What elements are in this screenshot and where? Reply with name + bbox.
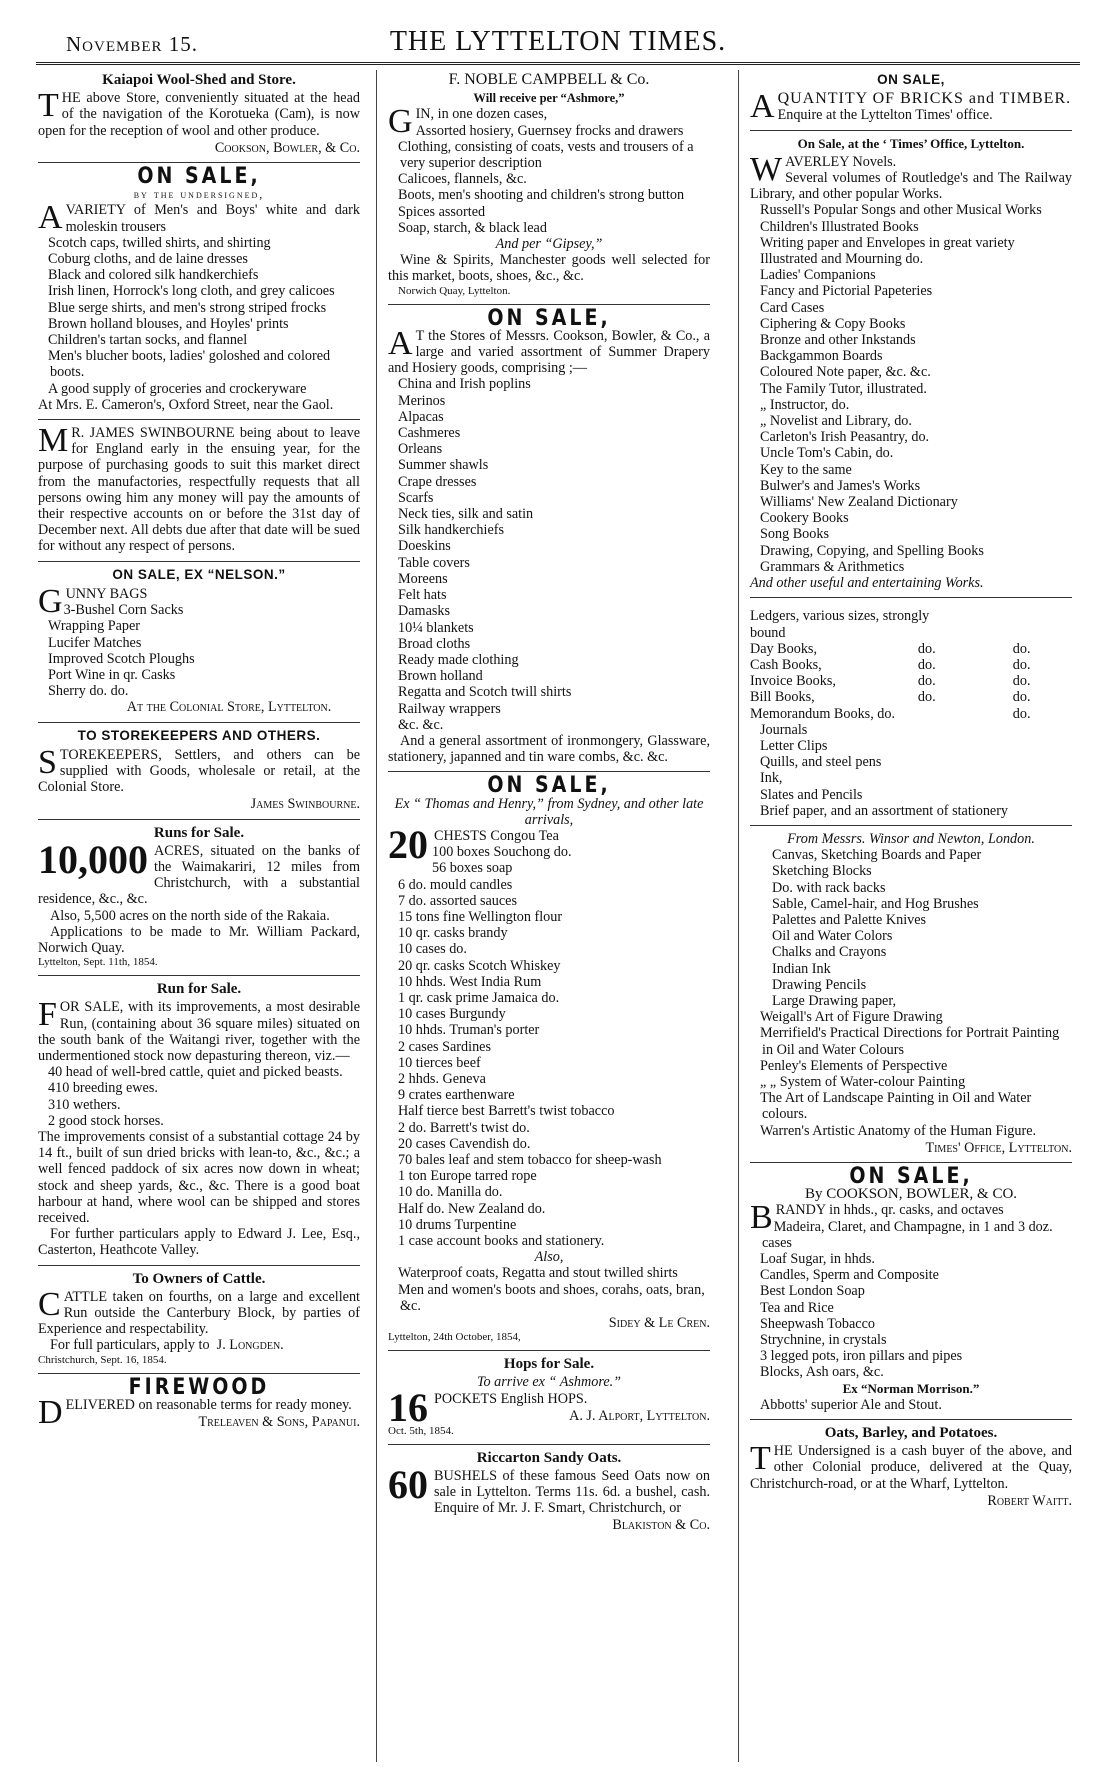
list-item: Men and women's boots and shoes, corahs, oats, bran, &c. (398, 1281, 705, 1314)
table-cell (1030, 608, 1072, 640)
list-item: „ Instructor, do. (760, 396, 850, 413)
ad-number: 20 (388, 821, 428, 867)
list-item: Strychnine, in crystals (760, 1332, 887, 1349)
item-list (750, 202, 1072, 575)
rule (38, 819, 360, 820)
table-row (750, 641, 1072, 657)
list-item: Ink, (760, 770, 783, 787)
list-item: Canvas, Sketching Boards and Paper (772, 847, 982, 864)
list-item: Alpacas (398, 408, 444, 425)
list-item: Backgammon Boards (760, 348, 883, 365)
list-item: 2 do. Barrett's twist do. (398, 1119, 530, 1136)
ad-heading: ON SALE, (487, 772, 611, 798)
ad-heading: ON SALE, (487, 304, 611, 331)
item-list (38, 1064, 360, 1129)
ad-body: T the Stores of Messrs. Cookson, Bowler, & Co., a large and varied assortment of Summer Drapery and Hosiery goods, comprising ;— (388, 327, 710, 377)
list-item: Wrapping Paper (48, 618, 141, 635)
list-item: 7 do. assorted sauces (398, 892, 517, 909)
rule (38, 419, 360, 420)
table-row (750, 706, 1072, 722)
drop-cap: A (750, 88, 775, 126)
list-item: Russell's Popular Songs and other Musical Works (760, 202, 1042, 219)
list-item: Slates and Pencils (760, 786, 863, 803)
list-item: Port Wine in qr. Casks (48, 666, 176, 683)
list-item: Boots, men's shooting and children's strong button (398, 187, 685, 204)
list-item: Broad cloths (398, 635, 471, 652)
list-item: 10 qr. casks brandy (398, 925, 508, 942)
list-item: 410 breeding ewes. (48, 1080, 158, 1097)
table-cell: do. (917, 656, 936, 673)
ad-heading: ON SALE, (849, 1163, 973, 1189)
ad-date: Lyttelton, 24th October, 1854, (388, 1331, 521, 1344)
list-item: 310 wethers. (48, 1096, 121, 1113)
list-item: Sketching Blocks (772, 863, 872, 880)
ad-on-sale-trousers (38, 163, 360, 413)
ad-heading: From Messrs. Winsor and Newton, London. (787, 830, 1035, 847)
ad-heading: Runs for Sale. (153, 824, 245, 841)
ad-heading: ON SALE, (877, 72, 945, 87)
item-list (750, 722, 1072, 819)
ad-body: Several volumes of Routledge's and The Railway Library, and other popular Works. (750, 170, 1072, 203)
list-item: 10 hhds. West India Rum (398, 973, 542, 990)
list-item: 10 hhds. Truman's porter (398, 1022, 540, 1039)
ad-heading: Oats, Barley, and Potatoes. (824, 1425, 998, 1442)
list-item: 10¼ blankets (398, 619, 474, 636)
ad-firewood (38, 1373, 360, 1431)
ad-storekeepers (38, 728, 360, 813)
ad-body: For further particulars apply to Edward J. Lee, Esq., Casterton, Heathcote Valley. (38, 1226, 360, 1259)
ad-owners-of-cattle (38, 1271, 360, 1367)
list-item: Brown holland (398, 668, 483, 685)
item-table (750, 608, 1072, 721)
item-list (750, 847, 1072, 1009)
list-item: Fancy and Pictorial Papeteries (760, 283, 933, 300)
item-list (388, 844, 710, 1249)
ad-signature: Sidey & Le Cren. (608, 1315, 710, 1332)
table-cell: Ledgers, various sizes, strongly bound (750, 608, 930, 641)
list-item: Ladies' Companions (760, 267, 876, 284)
ad-subheading: To arrive ex “ Ashmore.” (476, 1374, 622, 1391)
table-cell: do. (1012, 673, 1031, 690)
list-item: Scotch caps, twilled shirts, and shirting (48, 234, 271, 251)
list-item: Black and colored silk handkerchiefs (48, 267, 259, 284)
list-item: Loaf Sugar, in hhds. (760, 1251, 875, 1268)
list-item: Coloured Note paper, &c. &c. (760, 364, 931, 381)
ad-heading: Hops for Sale. (503, 1356, 595, 1373)
list-item: Williams' New Zealand Dictionary (760, 494, 958, 511)
ad-heading: ON SALE, (137, 163, 261, 189)
drop-cap: S (38, 743, 57, 781)
list-item: Ciphering & Copy Books (760, 315, 906, 332)
list-item: Children's Illustrated Books (760, 218, 919, 235)
ad-body: Enquire at the Lyttelton Times' office. (777, 107, 993, 124)
list-item: 3 legged pots, iron pillars and pipes (760, 1348, 963, 1365)
drop-cap: B (750, 1199, 773, 1237)
list-item: 10 drums Turpentine (398, 1216, 517, 1233)
ad-subheading: Will receive per “Ashmore,” (473, 91, 625, 106)
ad-signature: A. J. Alport, Lyttelton. (569, 1407, 710, 1424)
ad-riccarton-oats (388, 1450, 710, 1534)
ad-oats-barley-potatoes (750, 1425, 1072, 1509)
list-item: Blue serge shirts, and men's strong striped frocks (48, 299, 327, 316)
table-row (750, 657, 1072, 673)
list-item: Bulwer's and James's Works (760, 477, 921, 494)
ad-signature: Cookson, Bowler, & Co. (214, 139, 360, 156)
ad-body: And other useful and entertaining Works. (750, 575, 984, 592)
drop-cap: M (38, 422, 69, 460)
ad-body: For full particulars, apply to (50, 1337, 210, 1354)
ad-date: Christchurch, Sept. 16, 1854. (38, 1353, 167, 1366)
rule (38, 722, 360, 723)
ad-body: ATTLE taken on fourths, on a large and excellent Run outside the Canterbury Block, by parties of Experience and respectability. (38, 1288, 360, 1338)
ad-signature: Blakiston & Co. (612, 1517, 710, 1534)
drop-cap: A (388, 324, 413, 362)
list-item: Improved Scotch Ploughs (48, 650, 195, 667)
masthead (36, 26, 1080, 58)
ad-heading: Riccarton Sandy Oats. (476, 1449, 622, 1466)
list-item: &c. &c. (398, 716, 444, 733)
ad-body: BUSHELS of these famous Seed Oats now on sale in Lyttelton. Terms 11s. 6d. a bushel, cash. Enquire of Mr. J. F. Smart, Christchurch, or (434, 1467, 710, 1517)
ad-swinbourne (38, 422, 360, 555)
ad-heading: To Owners of Cattle. (132, 1270, 266, 1287)
ad-body: ELIVERED on reasonable terms for ready money. (65, 1396, 352, 1413)
item-list (388, 139, 710, 236)
drop-cap: T (38, 87, 59, 125)
list-item: A good supply of groceries and crockeryware (48, 380, 307, 397)
list-item: Waterproof coats, Regatta and stout twilled shirts (398, 1265, 678, 1282)
list-item: Grammars & Arithmetics (760, 558, 905, 575)
rule (38, 975, 360, 976)
list-item: Bronze and other Inkstands (760, 332, 916, 349)
ad-subheading: by the undersigned, (133, 187, 265, 202)
item-list (750, 1219, 1072, 1381)
list-item: Drawing, Copying, and Spelling Books (760, 542, 984, 559)
list-item: 100 boxes Souchong do. (432, 844, 572, 861)
list-item: Scarfs (398, 489, 434, 506)
list-item: 9 crates earthenware (398, 1087, 515, 1104)
ad-signature: James Swinbourne. (250, 796, 360, 813)
ad-lead: RANDY in hhds., qr. casks, and octaves (775, 1202, 1004, 1219)
list-item: Ready made clothing (398, 651, 519, 668)
list-item: 3-Bushel Corn Sacks (63, 602, 184, 619)
list-item: Neck ties, silk and satin (398, 506, 534, 523)
ad-number: 16 (388, 1384, 428, 1430)
list-item: 40 head of well-bred cattle, quiet and picked beasts. (48, 1064, 343, 1081)
issue-date: November 15. (66, 32, 199, 56)
ad-body: TOREKEEPERS, Settlers, and others can be supplied with Goods, wholesale or retail, at the Colonial Store. (38, 746, 360, 796)
rule (388, 1350, 710, 1351)
list-item: Merrifield's Practical Directions for Portrait Painting in Oil and Water Colours (760, 1025, 1060, 1058)
ad-heading: Kaiapoi Wool-Shed and Store. (102, 72, 296, 88)
list-item: Indian Ink (772, 960, 831, 977)
ad-subheading: Ex “Norman Morrison.” (842, 1380, 980, 1396)
ad-body: The improvements consist of a substantial cottage 24 by 14 ft., built of sun dried bricks with lean-to, &c., &c.; a well fenced paddock of six acres now down in wheat; stock and sheep yards, &c., &c. There is a good boat harbour at hand, where wool can be shipped and stores received. (38, 1128, 360, 1226)
column-2 (388, 70, 710, 1540)
list-item: „ Novelist and Library, do. (760, 413, 912, 430)
table-row (750, 673, 1072, 689)
list-item: Illustrated and Mourning do. (760, 251, 924, 268)
list-item: Irish linen, Horrock's long cloth, and grey calicoes (48, 283, 335, 300)
list-item: Uncle Tom's Cabin, do. (760, 445, 894, 462)
list-item: Half do. New Zealand do. (398, 1200, 546, 1217)
list-item: Warren's Artistic Anatomy of the Human Figure. (760, 1122, 1037, 1139)
list-item: Best London Soap (760, 1283, 865, 1300)
list-item: Men's blucher boots, ladies' goloshed and colored boots. (48, 348, 331, 381)
ad-noble-campbell (388, 72, 710, 298)
list-item: Clothing, consisting of coats, vests and trousers of a very superior description (398, 138, 694, 172)
table-cell: do. (917, 673, 936, 690)
drop-cap: T (750, 1440, 771, 1478)
drop-cap: A (38, 199, 63, 237)
ad-lead: UNNY BAGS (65, 585, 148, 602)
newspaper-title: THE LYTTELTON TIMES. (389, 26, 727, 57)
ad-bricks (750, 72, 1072, 124)
ad-date: Lyttelton, Sept. 11th, 1854. (38, 956, 158, 969)
list-item: Regatta and Scotch twill shirts (398, 684, 572, 701)
rule (38, 561, 360, 562)
item-list (750, 1009, 1072, 1139)
list-item: 70 bales leaf and stem tobacco for sheep-wash (398, 1152, 662, 1168)
drop-cap: D (38, 1393, 63, 1431)
ad-heading: On Sale, at the ‘ Times’ Office, Lyttelton. (797, 135, 1025, 151)
table-row (750, 608, 1072, 640)
list-item: Calicoes, flannels, &c. (398, 171, 527, 188)
drop-cap: W (750, 150, 783, 188)
drop-cap: F (38, 996, 57, 1034)
rule (750, 597, 1072, 598)
ad-cookson-drapery (388, 304, 710, 766)
ad-hops (388, 1356, 710, 1437)
table-cell: do. (1012, 689, 1031, 706)
list-item: Damasks (398, 603, 451, 620)
drop-cap: C (38, 1285, 61, 1323)
list-item: Merinos (398, 392, 446, 409)
table-cell: Cash Books, (750, 656, 822, 673)
ad-brandy (750, 1163, 1072, 1413)
column-1 (38, 70, 360, 1436)
list-item: 10 tierces beef (398, 1054, 481, 1071)
table-row (750, 689, 1072, 705)
ad-body: HE above Store, conveniently situated at the head of the navigation of the Korotueka (Cam), is now open for the reception of wool and other produce. (38, 90, 360, 139)
ad-signature: Robert Waitt. (987, 1492, 1072, 1509)
ad-body: Also, 5,500 acres on the north side of the Rakaia. (50, 907, 330, 924)
list-item: Cashmeres (398, 425, 461, 442)
rule (388, 1444, 710, 1445)
list-item: 10 cases Burgundy (398, 1006, 506, 1023)
ad-signature: J. Longden. (216, 1337, 284, 1354)
list-item: The Family Tutor, illustrated. (760, 380, 927, 397)
list-item: Carleton's Irish Peasantry, do. (760, 429, 930, 446)
list-item: Lucifer Matches (48, 634, 142, 651)
table-cell: do. (917, 640, 936, 657)
list-item: Sherry do. do. (48, 683, 129, 700)
ad-number: 60 (388, 1461, 428, 1507)
list-item: Drawing Pencils (772, 976, 867, 993)
list-item: Large Drawing paper, (772, 992, 897, 1009)
list-item: 2 cases Sardines (398, 1038, 491, 1055)
list-item: Brief paper, and an assortment of stationery (760, 802, 1009, 819)
list-item: Felt hats (398, 587, 447, 604)
list-item: 10 cases do. (398, 941, 467, 958)
ad-runs-for-sale (38, 825, 360, 970)
rule (38, 1265, 360, 1266)
drop-cap: G (388, 103, 413, 141)
list-item: 1 ton Europe tarred rope (398, 1168, 537, 1185)
ad-body: OR SALE, with its improvements, a most desirable Run, (containing about 36 square miles) situated on the south bank of the Waitangi river, together with the undermentioned stock now depasturing thereon, viz.— (38, 999, 360, 1064)
list-item: Palettes and Palette Knives (772, 911, 927, 928)
list-item: „ „ System of Water-colour Painting (760, 1073, 966, 1090)
ad-body: And a general assortment of ironmongery, Glassware, stationery, japanned and tin ware combs, &c. &c. (388, 732, 710, 766)
ad-body: ACRES, situated on the banks of the Waimakariri, 12 miles from Christchurch, with a substantial residence, &c., &c. (38, 842, 360, 908)
list-item: 20 qr. casks Scotch Whiskey (398, 957, 561, 974)
item-list (388, 376, 710, 732)
ad-address: Norwich Quay, Lyttelton. (398, 284, 511, 297)
list-item: 2 good stock horses. (48, 1112, 164, 1129)
ad-body: Wine & Spirits, Manchester goods well selected for this market, boots, shoes, &c., &c. (388, 252, 710, 285)
ad-winsor-newton (750, 831, 1072, 1156)
ad-body: Assorted hosiery, Guernsey frocks and drawers (415, 122, 684, 139)
list-item: Moreens (398, 570, 448, 587)
ad-subheading: Ex “ Thomas and Henry,” from Sydney, and other late arrivals, (394, 795, 704, 828)
rule (750, 825, 1072, 826)
list-item: Letter Clips (760, 737, 828, 754)
list-item: Penley's Elements of Perspective (760, 1057, 948, 1074)
ad-heading: FIREWOOD (128, 1373, 270, 1400)
item-list (38, 235, 360, 397)
list-item: Quills, and steel pens (760, 754, 882, 771)
table-cell: Day Books, (750, 640, 817, 657)
table-cell (918, 706, 1013, 722)
list-item: Half tierce best Barrett's twist tobacco (398, 1103, 615, 1120)
ad-body: POCKETS English HOPS. (434, 1390, 588, 1407)
ad-heading: ON SALE, EX “NELSON.” (112, 566, 286, 582)
ad-subheading: Also, (534, 1249, 564, 1266)
list-item: Sable, Camel-hair, and Hog Brushes (772, 895, 979, 912)
list-item: Song Books (760, 526, 829, 543)
list-item: 20 cases Cavendish do. (398, 1135, 531, 1152)
column-divider (738, 70, 739, 1762)
list-item: Soap, starch, & black lead (398, 219, 547, 236)
list-item: Sheepwash Tobacco (760, 1315, 875, 1332)
ad-body: R. JAMES SWINBOURNE being about to leave for England early in the ensuing year, for the purpose of purchasing goods to suit this market direct from the manufactories, respectfully requests that all persons owing him any money will pay the amounts of their respective accounts on or before the 31st day of December next. All debts due after that date will be sued for without any respect of persons. (38, 425, 360, 555)
table-cell: do. (917, 689, 936, 706)
ad-heading: Run for Sale. (156, 981, 242, 998)
ad-lead: IN, in one dozen cases, (415, 106, 548, 123)
ad-times-office-books (750, 136, 1072, 592)
ad-date: Oct. 5th, 1854. (388, 1424, 454, 1437)
list-item: Abbotts' superior Ale and Stout. (760, 1396, 942, 1413)
ad-nelson (38, 567, 360, 716)
ad-lead: VARIETY of Men's and Boys' white and dark moleskin trousers (65, 202, 360, 235)
item-list (38, 602, 360, 699)
list-item: Madeira, Claret, and Champagne, in 1 and 3 doz. cases (762, 1218, 1053, 1251)
ad-subheading: And per “Gipsey,” (495, 236, 603, 253)
column-3 (750, 70, 1072, 1515)
list-item: Children's tartan socks, and flannel (48, 332, 248, 349)
table-cell (962, 608, 1030, 640)
list-item: 56 boxes soap (432, 860, 513, 877)
list-item: 1 qr. cask prime Jamaica do. (398, 989, 560, 1006)
list-item: Table covers (398, 554, 470, 571)
drop-cap: G (38, 582, 63, 620)
list-item: Brown holland blouses, and Hoyles' prints (48, 315, 289, 332)
ad-signature: Treleaven & Sons, Papanui. (198, 1414, 360, 1431)
list-item: Summer shawls (398, 457, 489, 474)
ad-heading: TO STOREKEEPERS AND OTHERS. (77, 727, 321, 743)
ad-subheading: By COOKSON, BOWLER, & CO. (804, 1186, 1018, 1203)
ad-body: Applications to be made to Mr. William Packard, Norwich Quay. (38, 923, 360, 956)
ad-heading: F. NOBLE CAMPBELL & Co. (448, 71, 650, 88)
ad-body: QUANTITY OF BRICKS and TIMBER. (777, 90, 1072, 108)
rule (750, 1419, 1072, 1420)
list-item: Weigall's Art of Figure Drawing (760, 1009, 943, 1026)
ad-body: HE Undersigned is a cash buyer of the above, and other Colonial produce, delivered at the Quay, Christchurch-road, or at the Wharf, Lyttelton. (750, 1443, 1072, 1492)
list-item: 10 do. Manilla do. (398, 1184, 503, 1201)
list-item: Chalks and Crayons (772, 944, 887, 961)
table-cell: do. (1012, 705, 1031, 722)
list-item: China and Irish poplins (398, 376, 531, 393)
table-cell: Memorandum Books, do. (750, 705, 896, 722)
list-item: Blocks, Ash oars, &c. (760, 1364, 884, 1381)
list-item: Journals (760, 721, 808, 738)
list-item: The Art of Landscape Painting in Oil and Water colours. (760, 1090, 1032, 1123)
ad-sydney-goods (388, 772, 710, 1344)
list-item: 15 tons fine Wellington flour (398, 908, 563, 925)
list-item: Key to the same (760, 461, 852, 478)
table-cell: do. (1012, 640, 1031, 657)
list-item: Crape dresses (398, 473, 477, 490)
list-item: Writing paper and Envelopes in great variety (760, 234, 1015, 251)
list-item: Do. with rack backs (772, 879, 886, 896)
rule (750, 130, 1072, 131)
ad-address: At the Colonial Store, Lyttelton. (126, 699, 332, 716)
list-item: 6 do. mould candles (398, 876, 513, 893)
masthead-rule (36, 62, 1080, 65)
list-item: Cookery Books (760, 510, 849, 527)
ad-lead: AVERLEY Novels. (785, 153, 897, 170)
ad-address: At Mrs. E. Cameron's, Oxford Street, near the Gaol. (38, 396, 334, 413)
ad-signature: Times' Office, Lyttelton. (925, 1139, 1072, 1156)
ad-kaiapoi (38, 72, 360, 156)
ad-run-for-sale (38, 981, 360, 1258)
table-cell: Bill Books, (750, 689, 815, 706)
ad-ledgers (750, 608, 1072, 819)
list-item: Oil and Water Colors (772, 928, 893, 945)
list-item: Candles, Sperm and Composite (760, 1267, 939, 1284)
list-item: Tea and Rice (760, 1299, 834, 1316)
list-item: Coburg cloths, and de laine dresses (48, 251, 248, 268)
list-item: 2 hhds. Geneva (398, 1070, 486, 1087)
ad-lead: CHESTS Congou Tea (434, 827, 559, 844)
list-item: 1 case account books and stationery. (398, 1233, 605, 1250)
list-item: Card Cases (760, 299, 825, 316)
list-item: Doeskins (398, 538, 451, 555)
list-item: Orleans (398, 441, 443, 458)
column-divider (376, 70, 377, 1762)
list-item: Railway wrappers (398, 700, 501, 717)
ad-number: 10,000 (38, 836, 148, 882)
list-item: Spices assorted (398, 203, 486, 220)
list-item: Silk handkerchiefs (398, 522, 504, 539)
table-cell: do. (1012, 656, 1031, 673)
table-cell: Invoice Books, (750, 673, 836, 690)
